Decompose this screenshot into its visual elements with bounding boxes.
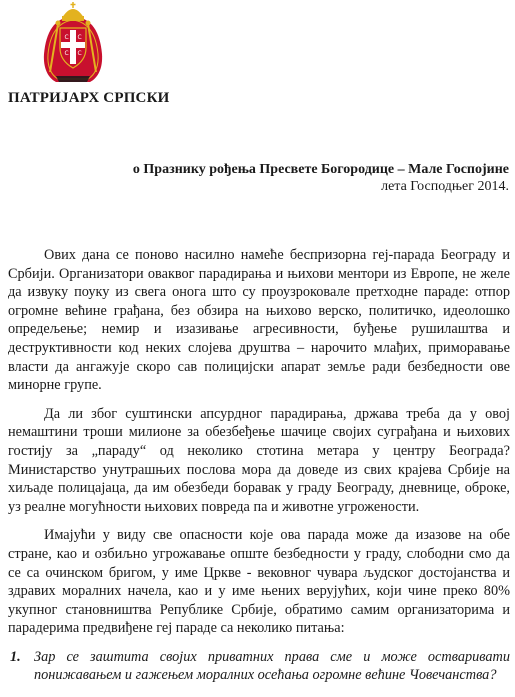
body-paragraph-3: Имајући у виду све опасности које ова парада може да изазове на обе стране, као и озбиљно угрожавање опште безбедности у граду, слободни смо да се са очинском бригом, у име Цркве - вековног чувара људског достојанства и здравих моралних начела, као и у име њених верујућих, који чине преко 80% укупног становништва Републике Србије, обратимо самим организаторима и парадерима предвиђене геј параде са неколико питања: — [8, 527, 510, 637]
body-paragraph-2: Да ли због суштински апсурдног парадирања, држава треба да у овој немаштини троши милионе за обезбеђење шачице својих суграђана и њихових гостију за „параду“ од неколико стотина метара у центру Београда? Министарство унутрашњих послова мора да доведе из свих крајева Србије на хиљаде полицајаца, да им обезбеди боравак у граду Београду, дневнице, оброке, уз реалне могућности њихових повреда па и животне угрожености. — [8, 405, 510, 515]
question-text: Зар се заштита својих приватних права сме и може остваривати понижавањем и гажењем моралних осећања огромне већине Човечанства? — [34, 648, 510, 684]
body-paragraph-1: Ових дана се поново насилно намеће беспризорна геј-парада Београду и Србији. Организатори оваквог парадирања и њихови ментори из Европе, не желе да извуку поуку из свега онога што су проузроковале претходне параде: отпор огромне већине грађана, без обзира на њихово верско, политичко, идеолошко опредељење; немир и изазивање агресивности, буђење рушилаштва и деструктивности код неких слојева друштва – нарочито млађих, приморавање власти да ангажује скоро сав полицијски апарат земље ради безбедности ове минорне групе. — [8, 247, 510, 394]
church-coat-of-arms-icon — [40, 2, 106, 84]
question-list — [8, 648, 510, 685]
letter-subject: о Празнику рођења Пресвете Богородице – Мале Госпојине — [132, 162, 509, 177]
svg-text:С: С — [77, 34, 82, 41]
letter-body — [8, 246, 510, 685]
svg-text:С: С — [77, 50, 82, 57]
question-item — [8, 648, 510, 685]
author-title: ПАТРИЈАРХ СРПСКИ — [8, 90, 170, 106]
question-number: 1. — [10, 648, 21, 665]
svg-text:С: С — [64, 50, 69, 57]
letter-date: лета Господњег 2014. — [381, 179, 509, 194]
svg-text:С: С — [64, 34, 69, 41]
